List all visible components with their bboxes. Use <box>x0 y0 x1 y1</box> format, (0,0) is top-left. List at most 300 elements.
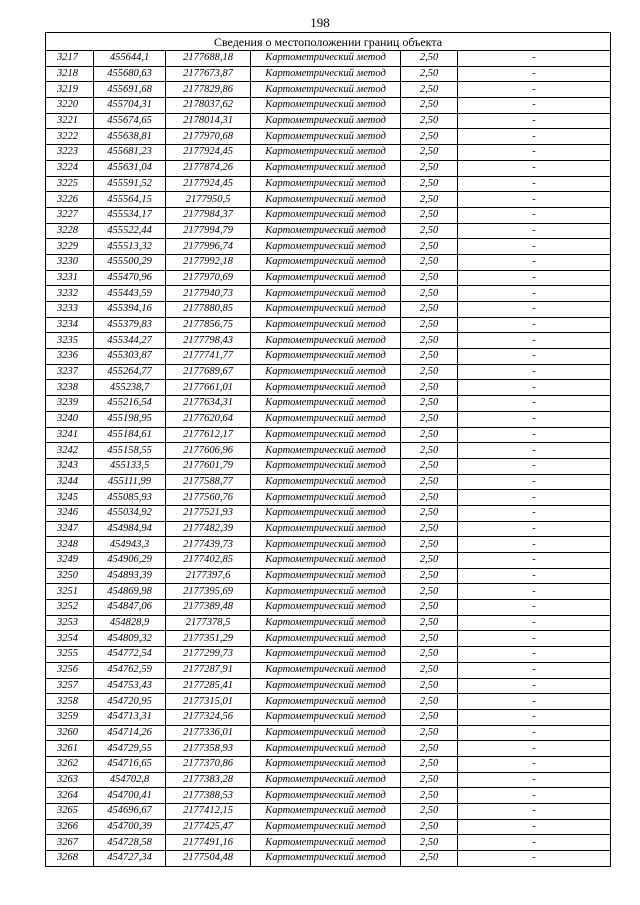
x-coordinate-cell: 455522,44 <box>94 223 166 239</box>
method-cell: Картометрический метод <box>251 851 401 867</box>
x-coordinate-cell: 454720,95 <box>94 694 166 710</box>
y-coordinate-cell: 2177388,53 <box>166 788 251 804</box>
description-cell: - <box>458 631 611 647</box>
x-coordinate-cell: 454753,43 <box>94 678 166 694</box>
description-cell: - <box>458 537 611 553</box>
accuracy-cell: 2,50 <box>401 600 458 616</box>
point-number-cell: 3231 <box>46 270 94 286</box>
description-cell: - <box>458 364 611 380</box>
point-number-cell: 3218 <box>46 66 94 82</box>
method-cell: Картометрический метод <box>251 678 401 694</box>
accuracy-cell: 2,50 <box>401 302 458 318</box>
description-cell: - <box>458 804 611 820</box>
method-cell: Картометрический метод <box>251 584 401 600</box>
accuracy-cell: 2,50 <box>401 160 458 176</box>
method-cell: Картометрический метод <box>251 192 401 208</box>
x-coordinate-cell: 454716,65 <box>94 756 166 772</box>
method-cell: Картометрический метод <box>251 207 401 223</box>
accuracy-cell: 2,50 <box>401 709 458 725</box>
x-coordinate-cell: 455470,96 <box>94 270 166 286</box>
description-cell: - <box>458 553 611 569</box>
point-number-cell: 3257 <box>46 678 94 694</box>
method-cell: Картометрический метод <box>251 333 401 349</box>
y-coordinate-cell: 2177798,43 <box>166 333 251 349</box>
x-coordinate-cell: 454728,58 <box>94 835 166 851</box>
description-cell: - <box>458 600 611 616</box>
y-coordinate-cell: 2177383,28 <box>166 772 251 788</box>
table-row <box>46 380 611 396</box>
table-row <box>46 176 611 192</box>
point-number-cell: 3258 <box>46 694 94 710</box>
table-row <box>46 804 611 820</box>
point-number-cell: 3249 <box>46 553 94 569</box>
description-cell: - <box>458 396 611 412</box>
accuracy-cell: 2,50 <box>401 647 458 663</box>
table-row <box>46 537 611 553</box>
x-coordinate-cell: 455534,17 <box>94 207 166 223</box>
y-coordinate-cell: 2177336,01 <box>166 725 251 741</box>
point-number-cell: 3267 <box>46 835 94 851</box>
method-cell: Картометрический метод <box>251 176 401 192</box>
x-coordinate-cell: 455564,15 <box>94 192 166 208</box>
method-cell: Картометрический метод <box>251 647 401 663</box>
table-row <box>46 615 611 631</box>
y-coordinate-cell: 2177634,31 <box>166 396 251 412</box>
point-number-cell: 3219 <box>46 82 94 98</box>
description-cell: - <box>458 51 611 67</box>
accuracy-cell: 2,50 <box>401 223 458 239</box>
method-cell: Картометрический метод <box>251 725 401 741</box>
table-row <box>46 427 611 443</box>
accuracy-cell: 2,50 <box>401 458 458 474</box>
y-coordinate-cell: 2178037,62 <box>166 98 251 114</box>
point-number-cell: 3247 <box>46 521 94 537</box>
point-number-cell: 3217 <box>46 51 94 67</box>
point-number-cell: 3236 <box>46 349 94 365</box>
page-number: 198 <box>310 15 330 30</box>
accuracy-cell: 2,50 <box>401 145 458 161</box>
description-cell: - <box>458 66 611 82</box>
accuracy-cell: 2,50 <box>401 254 458 270</box>
x-coordinate-cell: 455085,93 <box>94 490 166 506</box>
y-coordinate-cell: 2177620,64 <box>166 411 251 427</box>
x-coordinate-cell: 455158,55 <box>94 443 166 459</box>
description-cell: - <box>458 772 611 788</box>
point-number-cell: 3242 <box>46 443 94 459</box>
y-coordinate-cell: 2177389,48 <box>166 600 251 616</box>
accuracy-cell: 2,50 <box>401 349 458 365</box>
x-coordinate-cell: 454943,3 <box>94 537 166 553</box>
y-coordinate-cell: 2177425,47 <box>166 819 251 835</box>
accuracy-cell: 2,50 <box>401 176 458 192</box>
point-number-cell: 3222 <box>46 129 94 145</box>
method-cell: Картометрический метод <box>251 98 401 114</box>
point-number-cell: 3255 <box>46 647 94 663</box>
table-row <box>46 647 611 663</box>
point-number-cell: 3238 <box>46 380 94 396</box>
point-number-cell: 3244 <box>46 474 94 490</box>
method-cell: Картометрический метод <box>251 239 401 255</box>
description-cell: - <box>458 380 611 396</box>
point-number-cell: 3265 <box>46 804 94 820</box>
table-row <box>46 411 611 427</box>
table-row <box>46 207 611 223</box>
point-number-cell: 3259 <box>46 709 94 725</box>
description-cell: - <box>458 709 611 725</box>
description-cell: - <box>458 98 611 114</box>
table-row <box>46 772 611 788</box>
x-coordinate-cell: 455184,61 <box>94 427 166 443</box>
x-coordinate-cell: 454772,54 <box>94 647 166 663</box>
y-coordinate-cell: 2177378,5 <box>166 615 251 631</box>
accuracy-cell: 2,50 <box>401 490 458 506</box>
y-coordinate-cell: 2177504,48 <box>166 851 251 867</box>
point-number-cell: 3229 <box>46 239 94 255</box>
description-cell: - <box>458 647 611 663</box>
y-coordinate-cell: 2177924,45 <box>166 176 251 192</box>
description-cell: - <box>458 427 611 443</box>
description-cell: - <box>458 505 611 521</box>
accuracy-cell: 2,50 <box>401 443 458 459</box>
description-cell: - <box>458 741 611 757</box>
table-row <box>46 145 611 161</box>
y-coordinate-cell: 2177880,85 <box>166 302 251 318</box>
x-coordinate-cell: 455631,04 <box>94 160 166 176</box>
description-cell: - <box>458 584 611 600</box>
description-cell: - <box>458 239 611 255</box>
accuracy-cell: 2,50 <box>401 662 458 678</box>
method-cell: Картометрический метод <box>251 694 401 710</box>
method-cell: Картометрический метод <box>251 521 401 537</box>
description-cell: - <box>458 349 611 365</box>
point-number-cell: 3243 <box>46 458 94 474</box>
accuracy-cell: 2,50 <box>401 113 458 129</box>
point-number-cell: 3228 <box>46 223 94 239</box>
y-coordinate-cell: 2177601,79 <box>166 458 251 474</box>
description-cell: - <box>458 788 611 804</box>
x-coordinate-cell: 454696,67 <box>94 804 166 820</box>
y-coordinate-cell: 2177351,29 <box>166 631 251 647</box>
accuracy-cell: 2,50 <box>401 615 458 631</box>
accuracy-cell: 2,50 <box>401 694 458 710</box>
accuracy-cell: 2,50 <box>401 129 458 145</box>
point-number-cell: 3261 <box>46 741 94 757</box>
table-row <box>46 694 611 710</box>
x-coordinate-cell: 455513,32 <box>94 239 166 255</box>
description-cell: - <box>458 756 611 772</box>
x-coordinate-cell: 454869,98 <box>94 584 166 600</box>
description-cell: - <box>458 82 611 98</box>
description-cell: - <box>458 835 611 851</box>
description-cell: - <box>458 521 611 537</box>
point-number-cell: 3264 <box>46 788 94 804</box>
method-cell: Картометрический метод <box>251 82 401 98</box>
x-coordinate-cell: 454906,29 <box>94 553 166 569</box>
y-coordinate-cell: 2177397,6 <box>166 568 251 584</box>
point-number-cell: 3235 <box>46 333 94 349</box>
x-coordinate-cell: 454893,39 <box>94 568 166 584</box>
method-cell: Картометрический метод <box>251 286 401 302</box>
description-cell: - <box>458 662 611 678</box>
table-row <box>46 364 611 380</box>
x-coordinate-cell: 455500,29 <box>94 254 166 270</box>
point-number-cell: 3263 <box>46 772 94 788</box>
method-cell: Картометрический метод <box>251 51 401 67</box>
x-coordinate-cell: 455264,77 <box>94 364 166 380</box>
x-coordinate-cell: 454847,06 <box>94 600 166 616</box>
accuracy-cell: 2,50 <box>401 380 458 396</box>
point-number-cell: 3223 <box>46 145 94 161</box>
x-coordinate-cell: 455638,81 <box>94 129 166 145</box>
x-coordinate-cell: 455680,63 <box>94 66 166 82</box>
table-row <box>46 851 611 867</box>
accuracy-cell: 2,50 <box>401 756 458 772</box>
table-row <box>46 239 611 255</box>
method-cell: Картометрический метод <box>251 835 401 851</box>
description-cell: - <box>458 851 611 867</box>
table-row <box>46 333 611 349</box>
y-coordinate-cell: 2177588,77 <box>166 474 251 490</box>
method-cell: Картометрический метод <box>251 145 401 161</box>
accuracy-cell: 2,50 <box>401 631 458 647</box>
table-row <box>46 113 611 129</box>
x-coordinate-cell: 454727,34 <box>94 851 166 867</box>
description-cell: - <box>458 694 611 710</box>
point-number-cell: 3256 <box>46 662 94 678</box>
y-coordinate-cell: 2177285,41 <box>166 678 251 694</box>
point-number-cell: 3245 <box>46 490 94 506</box>
y-coordinate-cell: 2177994,79 <box>166 223 251 239</box>
description-cell: - <box>458 113 611 129</box>
table-row <box>46 286 611 302</box>
y-coordinate-cell: 2177299,73 <box>166 647 251 663</box>
table-row <box>46 741 611 757</box>
accuracy-cell: 2,50 <box>401 772 458 788</box>
y-coordinate-cell: 2177992,18 <box>166 254 251 270</box>
accuracy-cell: 2,50 <box>401 804 458 820</box>
accuracy-cell: 2,50 <box>401 584 458 600</box>
y-coordinate-cell: 2177688,18 <box>166 51 251 67</box>
accuracy-cell: 2,50 <box>401 474 458 490</box>
x-coordinate-cell: 455344,27 <box>94 333 166 349</box>
accuracy-cell: 2,50 <box>401 192 458 208</box>
accuracy-cell: 2,50 <box>401 98 458 114</box>
table-row <box>46 788 611 804</box>
y-coordinate-cell: 2177924,45 <box>166 145 251 161</box>
accuracy-cell: 2,50 <box>401 427 458 443</box>
accuracy-cell: 2,50 <box>401 333 458 349</box>
method-cell: Картометрический метод <box>251 160 401 176</box>
y-coordinate-cell: 2177395,69 <box>166 584 251 600</box>
y-coordinate-cell: 2177970,68 <box>166 129 251 145</box>
point-number-cell: 3240 <box>46 411 94 427</box>
y-coordinate-cell: 2177996,74 <box>166 239 251 255</box>
description-cell: - <box>458 254 611 270</box>
description-cell: - <box>458 160 611 176</box>
accuracy-cell: 2,50 <box>401 239 458 255</box>
point-number-cell: 3260 <box>46 725 94 741</box>
y-coordinate-cell: 2177521,93 <box>166 505 251 521</box>
point-number-cell: 3224 <box>46 160 94 176</box>
x-coordinate-cell: 455394,16 <box>94 302 166 318</box>
method-cell: Картометрический метод <box>251 474 401 490</box>
point-number-cell: 3250 <box>46 568 94 584</box>
table-row <box>46 725 611 741</box>
y-coordinate-cell: 2177370,86 <box>166 756 251 772</box>
y-coordinate-cell: 2177984,37 <box>166 207 251 223</box>
method-cell: Картометрический метод <box>251 349 401 365</box>
method-cell: Картометрический метод <box>251 129 401 145</box>
y-coordinate-cell: 2177940,73 <box>166 286 251 302</box>
accuracy-cell: 2,50 <box>401 678 458 694</box>
x-coordinate-cell: 455379,83 <box>94 317 166 333</box>
y-coordinate-cell: 2177412,15 <box>166 804 251 820</box>
description-cell: - <box>458 302 611 318</box>
y-coordinate-cell: 2177673,87 <box>166 66 251 82</box>
point-number-cell: 3248 <box>46 537 94 553</box>
x-coordinate-cell: 455704,31 <box>94 98 166 114</box>
point-number-cell: 3253 <box>46 615 94 631</box>
boundary-coordinates-table <box>45 32 611 867</box>
point-number-cell: 3227 <box>46 207 94 223</box>
table-row <box>46 474 611 490</box>
table-row <box>46 82 611 98</box>
method-cell: Картометрический метод <box>251 772 401 788</box>
table-row <box>46 756 611 772</box>
x-coordinate-cell: 454700,39 <box>94 819 166 835</box>
description-cell: - <box>458 474 611 490</box>
y-coordinate-cell: 2177689,67 <box>166 364 251 380</box>
accuracy-cell: 2,50 <box>401 835 458 851</box>
accuracy-cell: 2,50 <box>401 51 458 67</box>
point-number-cell: 3239 <box>46 396 94 412</box>
method-cell: Картометрический метод <box>251 411 401 427</box>
point-number-cell: 3246 <box>46 505 94 521</box>
x-coordinate-cell: 454713,31 <box>94 709 166 725</box>
point-number-cell: 3233 <box>46 302 94 318</box>
method-cell: Картометрический метод <box>251 662 401 678</box>
x-coordinate-cell: 454762,59 <box>94 662 166 678</box>
accuracy-cell: 2,50 <box>401 396 458 412</box>
method-cell: Картометрический метод <box>251 615 401 631</box>
accuracy-cell: 2,50 <box>401 411 458 427</box>
x-coordinate-cell: 455674,65 <box>94 113 166 129</box>
description-cell: - <box>458 615 611 631</box>
table-title: Сведения о местоположении границ объекта <box>46 33 611 51</box>
method-cell: Картометрический метод <box>251 568 401 584</box>
description-cell: - <box>458 725 611 741</box>
accuracy-cell: 2,50 <box>401 66 458 82</box>
accuracy-cell: 2,50 <box>401 725 458 741</box>
method-cell: Картометрический метод <box>251 223 401 239</box>
method-cell: Картометрический метод <box>251 270 401 286</box>
table-row <box>46 160 611 176</box>
x-coordinate-cell: 454714,26 <box>94 725 166 741</box>
description-cell: - <box>458 145 611 161</box>
y-coordinate-cell: 2177287,91 <box>166 662 251 678</box>
x-coordinate-cell: 455034,92 <box>94 505 166 521</box>
method-cell: Картометрический метод <box>251 458 401 474</box>
y-coordinate-cell: 2177612,17 <box>166 427 251 443</box>
accuracy-cell: 2,50 <box>401 537 458 553</box>
y-coordinate-cell: 2177560,76 <box>166 490 251 506</box>
method-cell: Картометрический метод <box>251 113 401 129</box>
table-row <box>46 396 611 412</box>
x-coordinate-cell: 454828,9 <box>94 615 166 631</box>
table-row <box>46 270 611 286</box>
description-cell: - <box>458 270 611 286</box>
table-row <box>46 66 611 82</box>
y-coordinate-cell: 2177661,01 <box>166 380 251 396</box>
y-coordinate-cell: 2177856,75 <box>166 317 251 333</box>
table-row <box>46 458 611 474</box>
x-coordinate-cell: 454700,41 <box>94 788 166 804</box>
method-cell: Картометрический метод <box>251 364 401 380</box>
table-row <box>46 254 611 270</box>
y-coordinate-cell: 2177741,77 <box>166 349 251 365</box>
table-row <box>46 223 611 239</box>
accuracy-cell: 2,50 <box>401 788 458 804</box>
method-cell: Картометрический метод <box>251 443 401 459</box>
table-row <box>46 51 611 67</box>
method-cell: Картометрический метод <box>251 600 401 616</box>
x-coordinate-cell: 455216,54 <box>94 396 166 412</box>
table-row <box>46 302 611 318</box>
description-cell: - <box>458 678 611 694</box>
description-cell: - <box>458 286 611 302</box>
table-row <box>46 584 611 600</box>
accuracy-cell: 2,50 <box>401 553 458 569</box>
point-number-cell: 3268 <box>46 851 94 867</box>
x-coordinate-cell: 455691,68 <box>94 82 166 98</box>
table-row <box>46 835 611 851</box>
point-number-cell: 3251 <box>46 584 94 600</box>
method-cell: Картометрический метод <box>251 380 401 396</box>
table-row <box>46 631 611 647</box>
x-coordinate-cell: 455591,52 <box>94 176 166 192</box>
y-coordinate-cell: 2177606,96 <box>166 443 251 459</box>
y-coordinate-cell: 2177315,01 <box>166 694 251 710</box>
description-cell: - <box>458 129 611 145</box>
accuracy-cell: 2,50 <box>401 741 458 757</box>
table-row <box>46 192 611 208</box>
x-coordinate-cell: 454702,8 <box>94 772 166 788</box>
x-coordinate-cell: 454809,32 <box>94 631 166 647</box>
description-cell: - <box>458 819 611 835</box>
method-cell: Картометрический метод <box>251 741 401 757</box>
description-cell: - <box>458 458 611 474</box>
table-row <box>46 490 611 506</box>
point-number-cell: 3234 <box>46 317 94 333</box>
description-cell: - <box>458 411 611 427</box>
x-coordinate-cell: 455133,5 <box>94 458 166 474</box>
method-cell: Картометрический метод <box>251 537 401 553</box>
description-cell: - <box>458 568 611 584</box>
table-title-row <box>46 33 611 51</box>
point-number-cell: 3237 <box>46 364 94 380</box>
method-cell: Картометрический метод <box>251 505 401 521</box>
x-coordinate-cell: 455198,95 <box>94 411 166 427</box>
point-number-cell: 3252 <box>46 600 94 616</box>
method-cell: Картометрический метод <box>251 709 401 725</box>
y-coordinate-cell: 2177950,5 <box>166 192 251 208</box>
x-coordinate-cell: 455443,59 <box>94 286 166 302</box>
point-number-cell: 3262 <box>46 756 94 772</box>
table-row <box>46 98 611 114</box>
accuracy-cell: 2,50 <box>401 364 458 380</box>
method-cell: Картометрический метод <box>251 254 401 270</box>
method-cell: Картометрический метод <box>251 804 401 820</box>
